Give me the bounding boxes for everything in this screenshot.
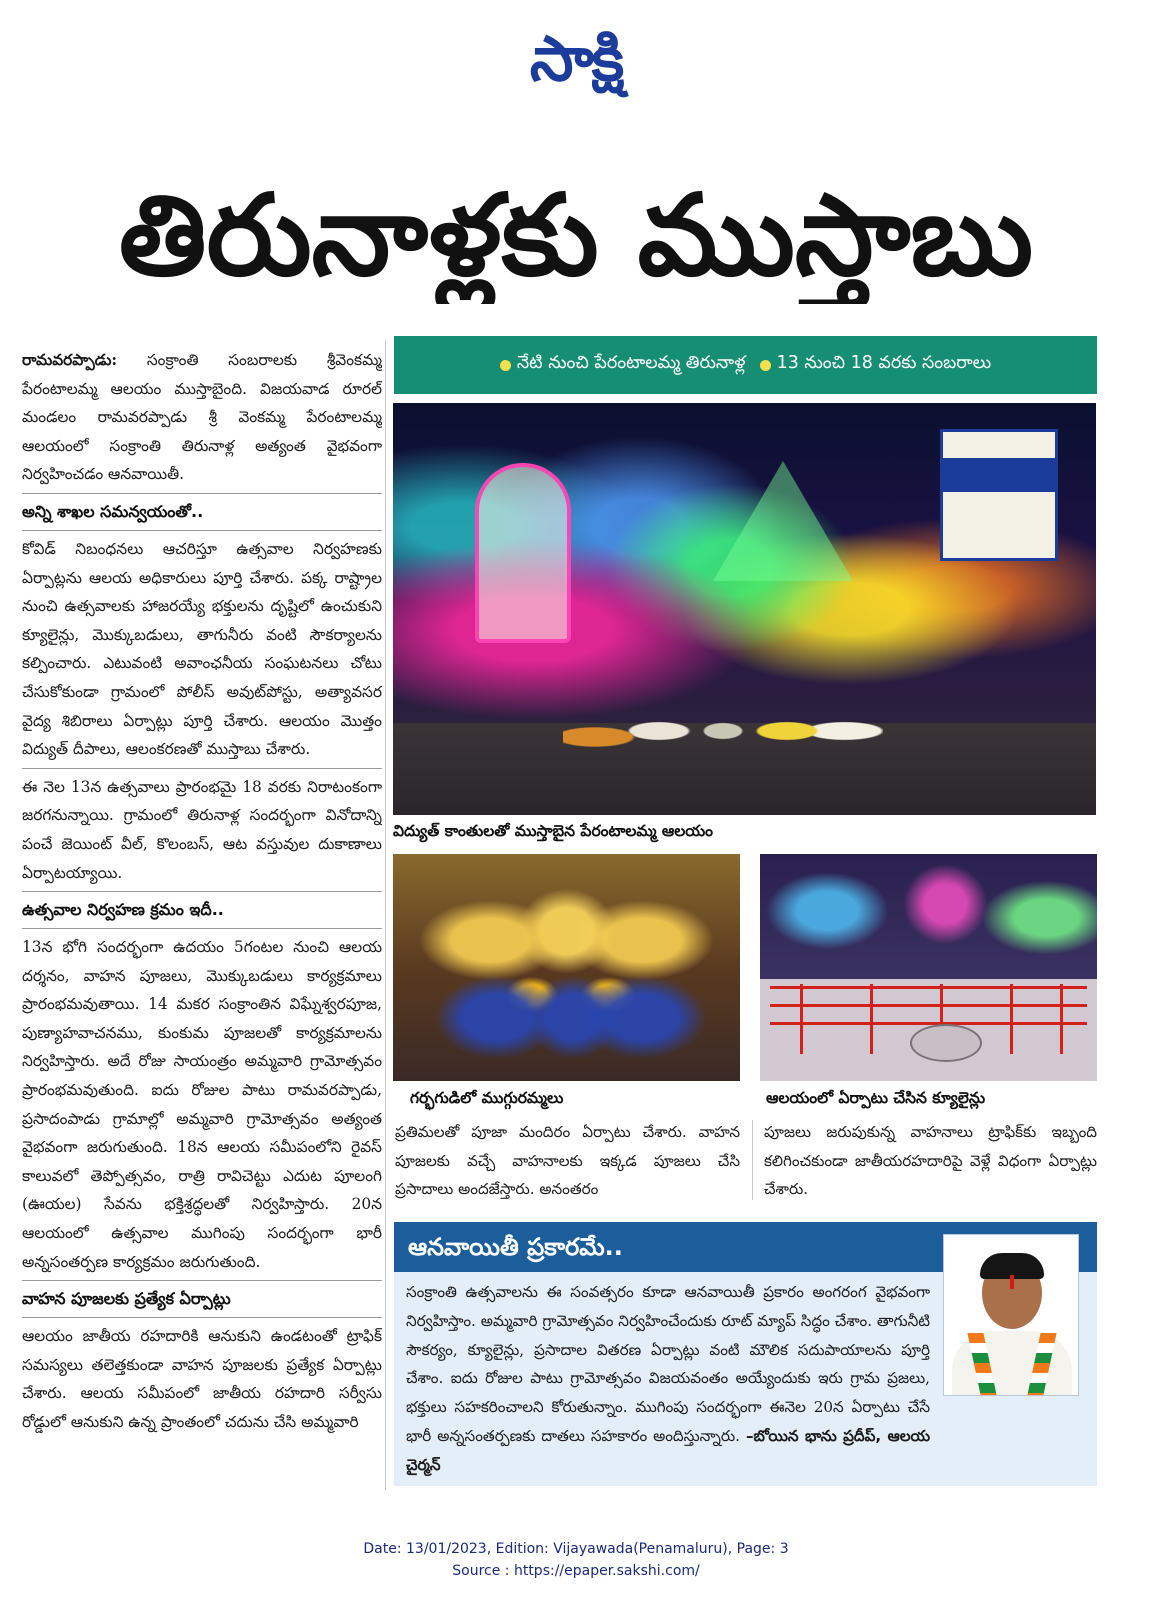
masthead xyxy=(0,22,1152,96)
divider xyxy=(22,768,382,769)
middle-paragraph-a: ప్రతిమలతో పూజా మందిరం ఏర్పాటు చేశారు. వాహన పూజలకు వచ్చే వాహనాలకు ఇక్కడ పూజలు చేసి ప్రసాదాలు అందజేస్తారు. అనంతరం xyxy=(395,1123,740,1199)
quote-signature: –బోయిన భాను ప్రదీప్, ఆలయ చైర్మన్ xyxy=(406,1426,930,1474)
intro-paragraph xyxy=(22,346,382,489)
headline: తిరునాళ్లకు ముస్తాబు xyxy=(118,171,1034,301)
queue-post xyxy=(1060,984,1063,1054)
queue-photo-caption: ఆలయంలో ఏర్పాటు చేసిన క్యూలైన్లు xyxy=(766,1089,986,1107)
temple-spire xyxy=(713,461,853,581)
subhead-vehicle-pujas: వాహన పూజలకు ప్రత్యేక ఏర్పాట్లు xyxy=(22,1289,231,1309)
banner-highlight xyxy=(760,353,992,377)
middle-paragraph-b: పూజలు జరుపుకున్న వాహనాలు ట్రాఫిక్‌కు ఇబ్బంది కలిగించకుండా జాతీయరహదారిపై వెళ్లే విధంగా ఏర్పాట్లు చేశారు. xyxy=(764,1123,1097,1199)
queue-rail xyxy=(770,986,1087,989)
divider xyxy=(22,530,382,531)
source-footer xyxy=(0,1538,1152,1582)
paragraph-arrangements: కోవిడ్ నిబంధనలు ఆచరిస్తూ ఉత్సవాల నిర్వహణకు ఏర్పాట్లను ఆలయ అధికారులు పూర్తి చేశారు. పక్క రాష్ట్రాల నుంచి ఉత్సవాలకు హాజరయ్యే భక్తులను దృష్టిలో ఉంచుకుని క్యూలైన్లు, మొక్కుబడులు, తాగునీరు వంటి సౌకర్యాలను కల్పించారు. ఎటువంటి అవాంఛనీయ సంఘటనలు చోటు చేసుకోకుండా గ్రామంలో పోలీస్ అవుట్‌పోస్టు, అత్యావసర వైద్య శిబిరాలు ఏర్పాట్లు పూర్తి చేశారు. ఆలయం మొత్తం విద్యుత్ దీపాలు, ఆలంకరణతో ముస్తాబు చేశారు. xyxy=(22,539,382,759)
subhead-coordination: అన్ని శాఖల సమన్వయంతో.. xyxy=(22,501,204,521)
sakshi-logo: సాక్షి xyxy=(529,22,623,95)
quote-title: ఆనవాయితీ ప్రకారమే.. xyxy=(408,1233,623,1261)
highlights-banner xyxy=(394,336,1097,394)
paragraph-vehicle-pujas: ఆలయం జాతీయ రహదారికి ఆనుకుని ఉండటంతో ట్రాఫిక్ సమస్యలు తలెత్తకుండా వాహన పూజలకు ప్రత్యేక ఏర్పాట్లు చేశారు. ఆలయ సమీపంలో జాతీయ రహదారి సర్వీసు రోడ్డులో ఆనుకుని ఉన్న ప్రాంతంలో చదును చేసి అమ్మవారి xyxy=(22,1327,382,1431)
temple-lights-photo xyxy=(393,403,1096,815)
subhead-schedule: ఉత్సవాల నిర్వహణ క్రమం ఇదీ.. xyxy=(22,900,224,920)
paragraph-festival-dates: ఈ నెల 13న ఉత్సవాలు ప్రారంభమై 18 వరకు నిరాటంకంగా జరగనున్నాయి. గ్రామంలో తిరునాళ్ల సందర్భంగా వినోదాన్ని పంచే జెయింట్ వీల్, కొలంబస్, ఆట వస్తువుల దుకాణాలు ఏర్పాటయ్యాయి. xyxy=(22,777,382,882)
bullet-dot-icon xyxy=(760,360,771,371)
column-separator xyxy=(385,340,386,1490)
deities-photo xyxy=(393,854,740,1081)
divider xyxy=(22,1280,382,1281)
queue-rail xyxy=(770,1004,1087,1007)
banner-highlight xyxy=(500,353,746,377)
divider xyxy=(22,1317,382,1318)
left-column-article xyxy=(22,346,382,1496)
signboard-band xyxy=(943,458,1055,492)
chairman-portrait xyxy=(943,1234,1079,1396)
temple-photo-caption: విద్యుత్ కాంతులతో ముస్తాబైన పేరంటాలమ్మ ఆలయం xyxy=(393,822,714,840)
queue-post xyxy=(1010,984,1013,1054)
divider xyxy=(22,891,382,892)
chairman-quote-box xyxy=(394,1222,1097,1486)
paragraph-schedule: 13న భోగి సందర్భంగా ఉదయం 5గంటల నుంచి ఆలయ దర్శనం, వాహన పూజలు, మొక్కుబడులు కార్యక్రమాలు ప్రారంభమవుతాయి. 14 మకర సంక్రాంతిన విఘ్నేశ్వరపూజ, పుణ్యాహవాచనము, కుంకుమ పూజలతో కార్యక్రమాలను నిర్వహిస్తారు. అదే రోజు సాయంత్రం అమ్మవారి గ్రామోత్సవం ప్రారంభమవుతుంది. ఐదు రోజుల పాటు రామవరప్పాడు, ప్రసాదంపాడు గ్రామాల్లో అమ్మవారి గ్రామోత్సవం అత్యంత వైభవంగా జరుగుతుంది. 18న ఆలయ సమీపంలోని రైవస్ కాలువలో తెప్పోత్సవం, రాత్రి రావిచెట్టు ఎదుట పూలంగి (ఊయల) సేవను భక్తిశ్రద్ధలతో నిర్వహిస్తారు. 20న ఆలయంలో ఉత్సవాల ముగింపు సందర్భంగా భారీ అన్నసంతర్పణ కార్యక్రమం జరుగుతుంది. xyxy=(22,938,382,1271)
queue-lines-photo xyxy=(760,854,1097,1081)
dateline: రామవరప్పాడు: xyxy=(22,351,118,369)
deities-photo-caption: గర్భగుడిలో ముగ్గురమ్మలు xyxy=(410,1089,564,1107)
temple-arch xyxy=(475,463,571,643)
divider xyxy=(22,928,382,929)
queue-rail xyxy=(770,1022,1087,1025)
quote-body xyxy=(406,1278,930,1480)
portrait-tilak xyxy=(1010,1275,1014,1289)
source-link[interactable]: Source : https://epaper.sakshi.com/ xyxy=(452,1563,700,1579)
divider xyxy=(22,493,382,494)
quote-text: సంక్రాంతి ఉత్సవాలను ఈ సంవత్సరం కూడా ఆనవాయితీ ప్రకారం అంగరంగ వైభవంగా నిర్వహిస్తాం. అమ్మవారి గ్రామోత్సవం నిర్వహించేందుకు రూట్ మ్యాప్ సిద్ధం చేశాం. తాగునీటి సౌకర్యం, క్యూలైన్లు, ప్రసాదాల వితరణ ఏర్పాట్లు వంటి మౌలిక సదుపాయాలను పూర్తి చేశాం. ఐదు రోజుల పాటు గ్రామోత్సవం విజయవంతం అయ్యేందుకు ఇరు గ్రామ ప్రజలు, భక్తులు సహకరించాలని కోరుతున్నాం. ముగింపు సందర్భంగా ఈనెల 20న ఏర్పాటు చేసే భారీ అన్నసంతర్పణకు దాతలు సహకారం అందిస్తున్నారు. xyxy=(406,1283,930,1445)
floor-medallion xyxy=(910,1024,982,1062)
edition-info: Date: 13/01/2023, Edition: Vijayawada(Penamaluru), Page: 3 xyxy=(363,1541,789,1557)
intro-text: సంక్రాంతి సంబరాలకు శ్రీవెంకమ్మ పేరంటాలమ్మ ఆలయం ముస్తాబైంది. విజయవాడ రూరల్ మండలం రామవరప్పాడు శ్రీ వెంకమ్మ పేరంటాలమ్మ ఆలయంలో సంక్రాంతి తిరునాళ్ల అత్యంత వైభవంగా నిర్వహించడం ఆనవాయితీ. xyxy=(22,351,382,484)
banner-text: 13 నుంచి 18 వరకు సంబరాలు xyxy=(776,353,992,373)
bullet-dot-icon xyxy=(500,360,511,371)
column-separator xyxy=(752,1120,753,1200)
queue-post xyxy=(800,984,803,1054)
banner-text: నేటి నుంచి పేరంటాలమ్మ తిరునాళ్ల xyxy=(516,353,746,373)
devotees-group xyxy=(563,665,883,785)
shop-signboard xyxy=(940,429,1058,561)
queue-post xyxy=(870,984,873,1054)
